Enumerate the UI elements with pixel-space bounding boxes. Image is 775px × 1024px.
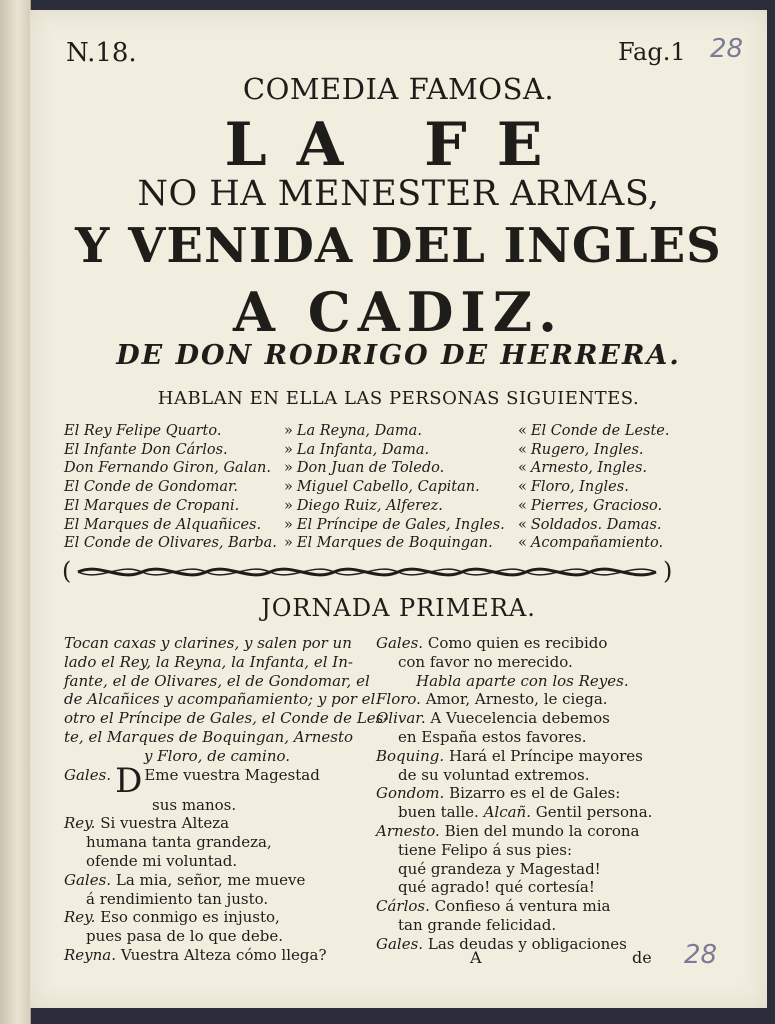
speaker-name: Arnesto. [376,821,440,840]
brace-ornament-icon: » [284,535,293,552]
verse-line: con favor no merecido. [398,652,573,671]
verse-text: Si vuestra Alteza [100,814,230,833]
speaker-name: Reyna. [64,945,117,964]
cast-entry: Diego Ruiz, Alferez. [296,497,443,514]
left-text-column [64,634,389,965]
verse-text: Gentil persona. [535,803,653,822]
verse-text: La mia, señor, me mueve [115,870,306,889]
stage-direction-line: otro el Príncipe de Gales, el Conde de Les- [64,709,389,728]
verse-line [376,897,676,916]
title-line-5: A CADIZ. [233,280,564,344]
cast-entry: Don Fernando Giron, Galan. [64,460,271,477]
verse-line [376,935,676,954]
verse-text: Las deudas y obligaciones [427,934,627,953]
stage-direction-line: te, el Marques de Boquingan, Arnesto [64,727,354,746]
verse-text: Vuestra Alteza cómo llega? [120,945,327,964]
verse-text: Hará el Príncipe mayores [448,746,643,765]
brace-ornament-icon: « [518,535,527,552]
cast-entry: La Infanta, Dama. [296,441,430,458]
verse-line [376,634,676,653]
stage-direction-line: fante, el de Olivares, el de Gondomar, el [64,671,370,690]
speaker-name: Alcañ. [483,803,531,822]
speaker-name: Gondom. [376,784,445,803]
verse-line: tan grande felicidad. [398,915,557,934]
handwritten-folio: 28 [710,34,744,64]
stage-direction-line: y Floro, de camino. [144,746,291,765]
verse-line [376,784,676,803]
stage-direction-line: de Alcañices y acompañamiento; y por el [64,690,376,709]
brace-ornament-icon: « [518,516,527,533]
verse-line [64,908,364,927]
verse-line: pues pasa de lo que debe. [86,927,284,946]
verse-line: qué grandeza y Magestad! [398,859,601,878]
author-line: DE DON RODRIGO DE HERRERA. [116,340,681,371]
cast-entry: Rugero, Ingles. [530,441,644,458]
speaker-name: Gales. [64,765,112,784]
stage-direction-line: Tocan caxas y clarines, y salen por un [64,634,352,652]
cast-column-3 [518,422,669,553]
title-line-3: NO HA MENESTER ARMAS, [137,174,660,214]
brace-ornament-icon: « [518,460,527,477]
cast-entry: Pierres, Gracioso. [530,497,663,514]
brace-ornament-icon: « [518,497,527,514]
ornamental-rule [60,558,675,586]
play-number: N.18. [66,38,137,68]
cast-column-1 [64,422,277,553]
cast-entry: Arnesto, Ingles. [530,460,648,477]
cast-entry: La Reyna, Dama. [296,423,422,439]
cast-entry: Floro, Ingles. [530,479,629,496]
verse-text: buen talle. [398,803,479,822]
verse-line: á rendimiento tan justo. [86,889,269,908]
stage-aside: Habla aparte con los Reyes. [416,671,629,690]
title-line-4: Y VENIDA DEL INGLES [75,218,722,274]
verse-text: Bien del mundo la corona [444,821,640,840]
title-la-fe: LA FE [224,110,573,180]
speaker-name: Gales. [376,634,424,652]
book-page [30,10,767,1008]
verse-line: sus manos. [152,795,237,814]
title-comedia-famosa: COMEDIA FAMOSA. [242,72,555,106]
cast-column-2 [284,422,505,553]
verse-text: Eme vuestra Magestad [144,765,320,784]
brace-ornament-icon: » [284,479,293,496]
cast-entry: El Marques de Boquingan. [296,535,493,552]
brace-ornament-icon: » [284,516,293,533]
speaker-name: Floro. [376,690,421,709]
brace-ornament-icon: » [284,460,293,477]
verse-text: Eso conmigo es injusto, [100,908,280,927]
verse-line: tiene Felipo á sus pies: [398,840,573,859]
speaker-name: Rey. [64,814,96,833]
cast-entry: Miguel Cabello, Capitan. [296,479,480,496]
speaker-name: Cárlos. [376,897,430,916]
verse-line: humana tanta grandeza, [86,833,272,852]
verse-text: Confieso á ventura mia [434,897,611,916]
cast-heading: HABLAN EN ELLA LAS PERSONAS SIGUIENTES. [157,388,640,409]
right-text-column [376,634,676,954]
drop-cap: D [115,760,143,801]
cast-entry: El Conde de Olivares, Barba. [64,535,277,552]
speaker-name: Olivar. [376,709,426,728]
speaker-name: Rey. [64,908,96,927]
cast-entry: El Marques de Alquañices. [64,516,262,533]
book-spine [0,0,31,1024]
brace-ornament-icon: » [284,497,293,514]
verse-text: A Vuecelencia debemos [430,709,610,728]
verse-line: ofende mi voluntad. [86,851,238,870]
verse-text: Bizarro es el de Gales: [449,784,621,803]
brace-ornament-icon: » [284,423,293,439]
cast-entry: El Infante Don Cárlos. [64,441,228,458]
verse-line [376,747,676,766]
folio-number: Fag.1 [618,38,686,66]
verse-line [64,946,364,965]
act-heading: JORNADA PRIMERA. [261,594,536,622]
brace-ornament-icon: » [284,441,293,458]
speaker-name: Boquing. [376,746,445,765]
cast-entry: El Rey Felipe Quarto. [64,423,222,439]
verse-text: Amor, Arnesto, le ciega. [425,690,608,709]
verse-line [64,760,364,801]
brace-ornament-icon: « [518,423,527,439]
cast-entry: El Príncipe de Gales, Ingles. [296,516,505,533]
verse-line [64,814,364,833]
cast-entry: Soldados. Damas. [530,516,662,533]
catchword: de [632,948,652,967]
verse-line: de su voluntad extremos. [398,765,590,784]
signature-mark: A [470,948,482,967]
cast-entry: Acompañamiento. [530,535,664,552]
verse-line [64,871,364,890]
verse-line [376,803,676,822]
verse-line [376,822,676,841]
stage-direction-line: lado el Rey, la Reyna, la Infanta, el In- [64,652,353,671]
handwritten-page-mark: 28 [684,940,718,970]
cast-entry: El Conde de Leste. [530,423,670,439]
verse-text: Como quien es recibido [427,634,608,652]
speaker-name: Gales. [376,934,424,953]
verse-line [376,690,676,709]
cast-entry: El Marques de Cropani. [64,497,240,514]
verse-line: en España estos favores. [398,727,587,746]
svg-text:): ) [663,558,673,585]
brace-ornament-icon: « [518,479,527,496]
verse-line: qué agrado! qué cortesía! [398,878,595,897]
brace-ornament-icon: « [518,441,527,458]
cast-entry: El Conde de Gondomar. [64,479,238,496]
speaker-name: Gales. [64,870,112,889]
svg-text:(: ( [62,558,72,585]
verse-line [376,709,676,728]
cast-entry: Don Juan de Toledo. [296,460,445,477]
